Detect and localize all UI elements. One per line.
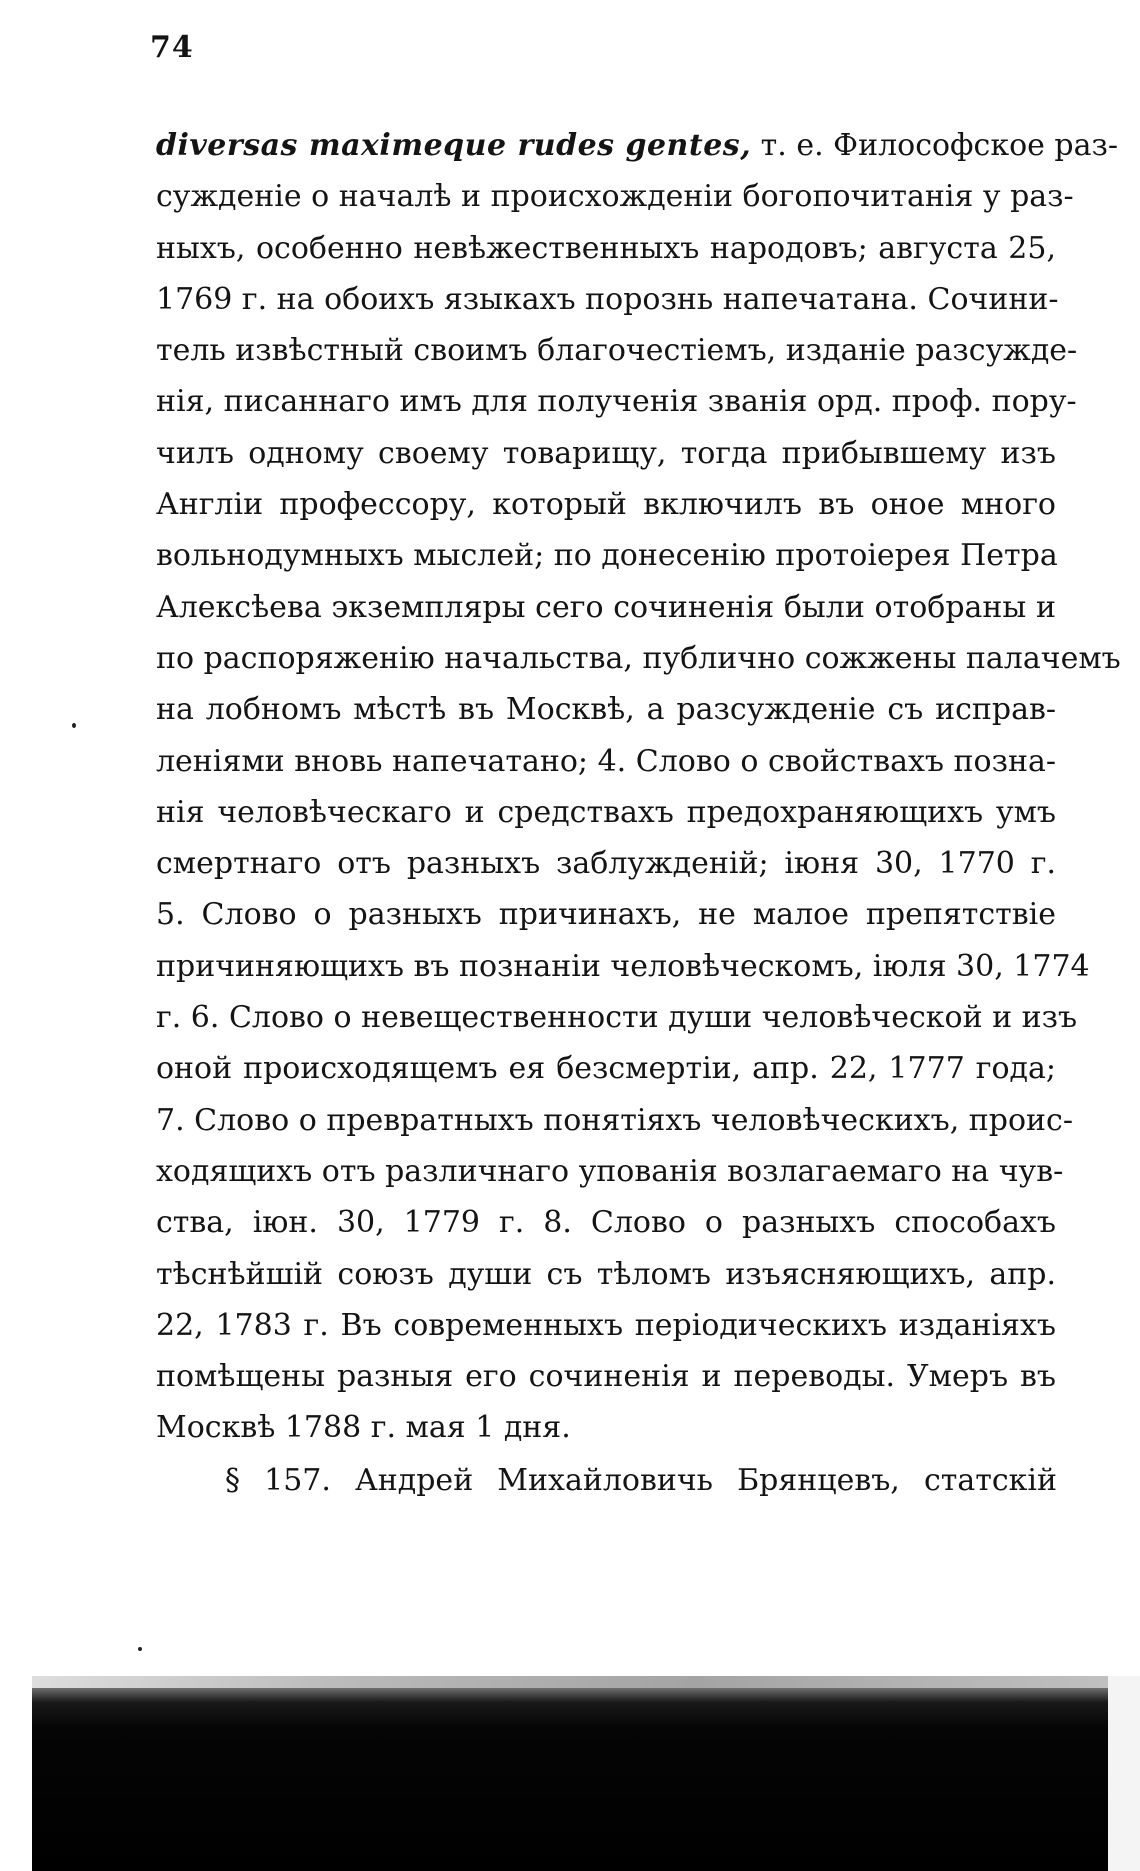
text-line: ходящихъ отъ различнаго упованія возлагаемаго на чув- bbox=[156, 1153, 1064, 1189]
text-line: нія человѣческаго и средствахъ предохраняющихъ умъ bbox=[156, 794, 1056, 830]
text-line: тѣснѣйшій союзъ души съ тѣломъ изъясняющихъ, апр. bbox=[156, 1256, 1056, 1292]
text-line: леніями вновь напечатано; 4. Слово о свойствахъ позна- bbox=[156, 743, 1056, 779]
text-line: ныхъ, особенно невѣжественныхъ народовъ; августа 25, bbox=[156, 230, 1056, 266]
text-line: ства, іюн. 30, 1779 г. 8. Слово о разныхъ способахъ bbox=[156, 1205, 1056, 1241]
text-line: помѣщены разныя его сочиненія и переводы. Умеръ въ bbox=[156, 1359, 1056, 1395]
text-line: 5. Слово о разныхъ причинахъ, не малое препятствіе bbox=[156, 897, 1056, 933]
text-line-rest: т. е. Философское раз- bbox=[751, 128, 1119, 163]
scan-right-margin bbox=[1108, 1676, 1140, 1871]
text-line: вольнодумныхъ мыслей; по донесенію протоіерея Петра bbox=[156, 538, 1058, 574]
text-line: Алексѣева экземпляры сего сочиненія были отобраны и bbox=[156, 589, 1056, 625]
text-line bbox=[156, 120, 1119, 171]
text-line: Москвѣ 1788 г. мая 1 дня. bbox=[156, 1410, 571, 1446]
text-line: причиняющихъ въ познаніи человѣческомъ, іюля 30, 1774 bbox=[156, 948, 1090, 984]
text-line: сужденіе о началѣ и происхожденіи богопочитанія у раз- bbox=[156, 179, 1074, 215]
scan-speck bbox=[72, 723, 76, 728]
page-number: 74 bbox=[150, 30, 194, 65]
text-line: г. 6. Слово о невещественности души человѣческой и изъ bbox=[156, 1000, 1078, 1036]
text-line: чилъ одному своему товарищу, тогда прибывшему изъ bbox=[156, 435, 1056, 471]
text-line: тель извѣстный своимъ благочестіемъ, изданіе разсужде- bbox=[156, 333, 1078, 369]
text-line: 1769 г. на обоихъ языкахъ порознь напечатана. Сочини- bbox=[156, 281, 1059, 317]
text-line: смертнаго отъ разныхъ заблужденій; іюня 30, 1770 г. bbox=[156, 846, 1056, 882]
text-line: нія, писаннаго имъ для полученія званія орд. проф. пору- bbox=[156, 384, 1077, 420]
text-line: на лобномъ мѣстѣ въ Москвѣ, а разсужденіе съ исправ- bbox=[156, 692, 1056, 728]
text-line: Англіи профессору, который включилъ въ оное много bbox=[156, 487, 1056, 523]
text-line: 7. Слово о превратныхъ понятіяхъ человѣческихъ, проис- bbox=[156, 1102, 1073, 1138]
body-text bbox=[156, 120, 1121, 1454]
text-line: оной происходящемъ ея безсмертіи, апр. 22, 1777 года; bbox=[156, 1051, 1056, 1087]
section-heading: § 157. Андрей Михайловичь Брянцевъ, статскій bbox=[225, 1463, 1057, 1498]
text-line: по распоряженію начальства, публично сожжены палачемъ bbox=[156, 640, 1121, 676]
text-line: 22, 1783 г. Въ современныхъ періодическихъ изданіяхъ bbox=[156, 1307, 1056, 1343]
scan-speck bbox=[138, 1647, 142, 1651]
scan-dark-band bbox=[32, 1688, 1140, 1871]
latin-title: diversas maximeque rudes gentes, bbox=[156, 128, 752, 163]
